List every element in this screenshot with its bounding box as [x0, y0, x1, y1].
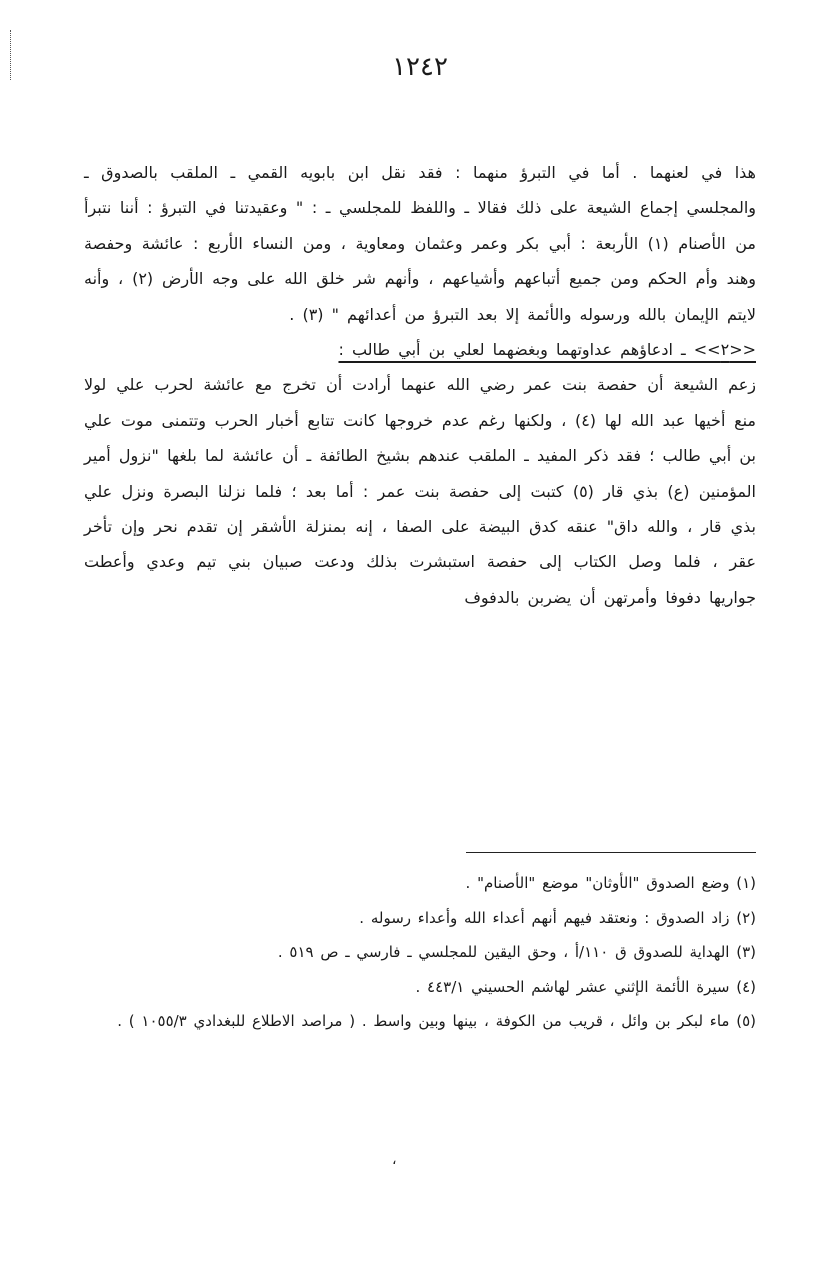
main-body-text: [84, 155, 756, 615]
footnote-5: (٥) ماء لبكر بن وائل ، قريب من الكوفة ، بينها وبين واسط . ( مراصد الاطلاع للبغدادي ١٠٥٥/٣ ) .: [117, 1012, 756, 1031]
page-number: ١٢٤٢: [392, 52, 448, 82]
footnote-3: (٣) الهداية للصدوق ق ١١٠/أ ، وحق اليقين للمجلسي ـ فارسي ـ ص ٥١٩ .: [277, 943, 756, 962]
body-paragraph-1: هذا في لعنهما . أما في التبرؤ منهما : فقد نقل ابن بابويه القمي ـ الملقب بالصدوق ـ والمجلسي إجماع الشيعة على ذلك فقالا ـ واللفظ للمجلسي ـ : " وعقيدتنا في التبرؤ : أننا نتبرأ من الأصنام (١) الأربعة : أبي بكر وعمر وعثمان ومعاوية ، ومن النساء الأربع : عائشة وحفصة وهند وأم الحكم ومن جميع أتباعهم وأشياعهم ، وأنهم شر خلق الله على وجه الأرض (٢) ، وأنه لايتم الإيمان بالله ورسوله والأئمة إلا بعد التبرؤ من أعدائهم " (٣) .: [84, 163, 757, 324]
footnote-1: (١) وضع الصدوق "الأوثان" موضع "الأصنام" .: [465, 874, 756, 892]
bottom-mark: ،: [392, 1152, 397, 1168]
body-paragraph-2: زعم الشيعة أن حفصة بنت عمر رضي الله عنهما أرادت أن تخرج مع عائشة لحرب علي لولا منع أخيها عبد الله لها (٤) ، ولكنها رغم عدم خروجها كانت تتابع أخبار الحرب وتتمنى موت علي بن أبي طالب ؛ فقد ذكر المفيد ـ الملقب عندهم بشيخ الطائفة ـ أن عائشة لما بلغها "نزول أمير المؤمنين (ع) بذي قار (٥) كتبت إلى حفصة بنت عمر : أما بعد ؛ فلما نزلنا البصرة ونزل علي بذي قار ، والله داق" عنقه كدق البيضة على الصفا ، إنه بمنزلة الأشقر إن تقدم نحر وإن تأخر عقر ، فلما وصل الكتاب إلى حفصة استبشرت بذلك ودعت صبيان بني تيم وعدي وأعطت جواريها دفوفا وأمرتهن أن يضربن بالدفوف: [84, 375, 757, 607]
section-heading: <<٢>> ـ ادعاؤهم عداوتهما وبغضهما لعلي بن أبي طالب :: [338, 340, 756, 360]
footnote-separator: [466, 852, 756, 853]
footnote-2: (٢) زاد الصدوق : ونعتقد فيهم أنهم أعداء الله وأعداء رسوله .: [359, 908, 756, 927]
footnote-4: (٤) سيرة الأئمة الإثني عشر لهاشم الحسيني ٤٤٣/١ .: [415, 977, 756, 996]
footnotes: [84, 866, 756, 1039]
